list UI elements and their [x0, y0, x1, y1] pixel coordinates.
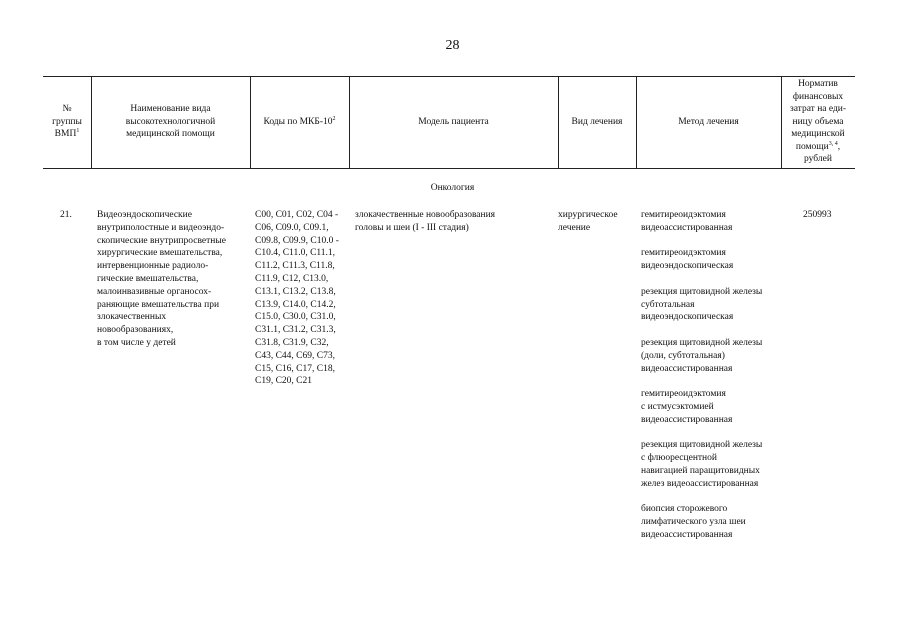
row-patient-model: злокачественные новообразования головы и шеи (I - III стадия): [355, 210, 496, 233]
method-item: гемитиреоидэктомия видеоэндоскопическая: [641, 248, 734, 272]
method-item: гемитиреоидэктомия видеоассистированная: [641, 210, 733, 233]
method-item: резекция щитовидной железы субтотальная видеоэндоскопическая: [641, 286, 763, 323]
header-patient-model: Модель пациента: [418, 116, 489, 127]
method-item: гемитиреоидэктомия с истмусэктомией видеоассистированная: [641, 389, 733, 425]
page-number: 28: [445, 38, 460, 53]
header-icd-codes: Коды по МКБ-$10^2$: [263, 115, 336, 127]
header-care-type-name: Наименование вида высокотехнологичной медицинской помощи: [125, 104, 216, 140]
header-bottom-rule: [43, 168, 855, 169]
header-cost-norm: Норматив финансовых затрат на еди- ницу объема медицинской помощи$^{3, 4}$, рублей: [789, 79, 847, 165]
header-treatment-type: Вид лечения: [571, 116, 623, 127]
row-care-type-name: Видеоэндоскопические внутриполостные и видеоэндо- скопические внутрипросветные хирургические вмешательства, интервенционные радиоло- гические вмешательства, малоинвазивные органосох- раняющие вмешательства при злокачественных новообразованиях, в том числе у детей: [97, 210, 226, 348]
method-item: резекция щитовидной железы с флюоресцентной навигацией паращитовидных желез видеоассистированная: [641, 440, 763, 489]
row-treatment-methods: [641, 209, 781, 555]
row-icd-codes: C00, C01, C02, C04 - C06, C09.0, C09.1, C09.8, C09.9, C10.0 - C10.4, C11.0, C11.1, C11.2, C11.3, C11.8, C11.9, C12, C13.0, C13.1, C13.2, C13.8, C13.9, C14.0, C14.2, C15.0, C30.0, C31.0, C31.1, C31.2, C31.3, C31.8, C31.9, C32, C43, C44, C69, C73, C15, C16, C17, C18, C19, C20, C21: [255, 210, 339, 387]
header-group-no: № группы ВМП$^1$: [52, 104, 82, 140]
row-group-no: 21.: [60, 210, 72, 220]
method-item: биопсия сторожевого лимфатического узла шеи видеоассистированная: [641, 504, 746, 540]
row-treatment-type: хирургическое лечение: [558, 210, 618, 233]
row-cost-norm: 250993: [803, 210, 832, 220]
method-item: резекция щитовидной железы (доли, субтотальная) видеоассистированная: [641, 337, 763, 374]
header-treatment-method: Метод лечения: [678, 116, 739, 127]
section-title: Онкология: [430, 183, 475, 193]
